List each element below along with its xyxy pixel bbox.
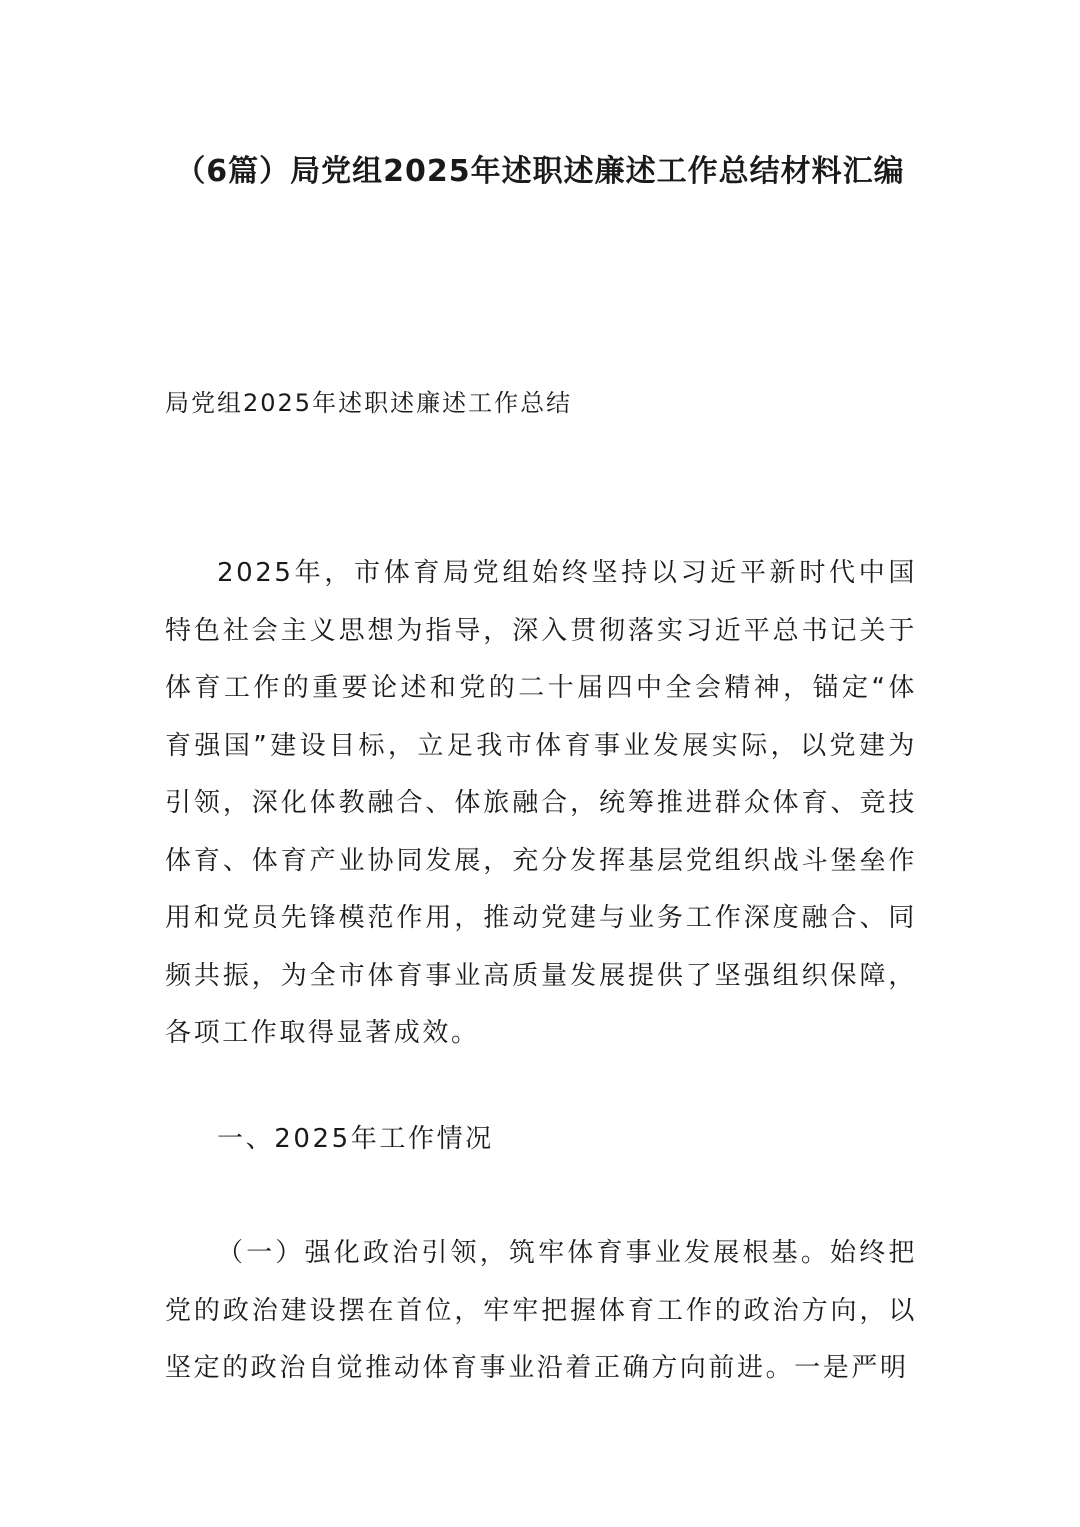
section-heading: 一、2025年工作情况 xyxy=(217,1124,494,1154)
document-title: （6篇）局党组2025年述职述廉述工作总结材料汇编 xyxy=(175,154,905,189)
section-paragraph: （一）强化政治引领，筑牢体育事业发展根基。始终把党的政治建设摆在首位，牢牢把握体育工作的政治方向，以坚定的政治自觉推动体育事业沿着正确方向前进。一是严明 xyxy=(165,1238,917,1383)
intro-paragraph: 2025年，市体育局党组始终坚持以习近平新时代中国特色社会主义思想为指导，深入贯彻落实习近平总书记关于体育工作的重要论述和党的二十届四中全会精神，锚定“体育强国”建设目标，立足我市体育事业发展实际，以党建为引领，深化体教融合、体旅融合，统筹推进群众体育、竞技体育、体育产业协同发展，充分发挥基层党组织战斗堡垒作用和党员先锋模范作用，推动党建与业务工作深度融合、同频共振，为全市体育事业高质量发展提供了坚强组织保障，各项工作取得显著成效。 xyxy=(165,558,917,1048)
article-title: 局党组2025年述职述廉述工作总结 xyxy=(165,389,573,417)
